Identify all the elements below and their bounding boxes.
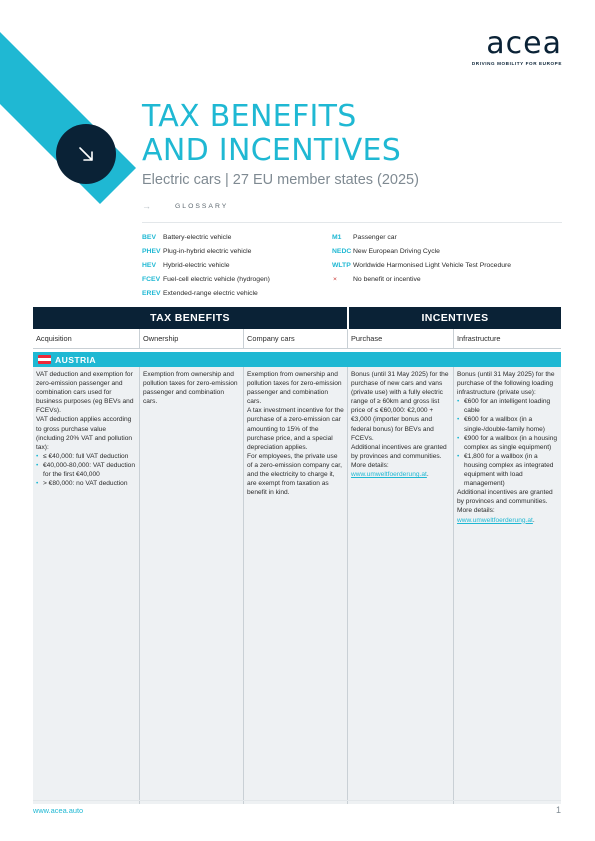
glossary-entry: PHEV Plug-in-hybrid electric vehicle <box>142 248 252 255</box>
glossary-column-right <box>332 231 562 301</box>
purchase-details-link[interactable]: www.umweltfoerderung.at <box>351 471 427 479</box>
country-row-austria <box>33 352 561 367</box>
table-column-headers <box>33 329 561 349</box>
incentives-table <box>33 307 561 804</box>
column-header-purchase: Purchase <box>347 329 453 348</box>
group-header-tax-benefits: TAX BENEFITS <box>33 307 347 329</box>
cell-purchase: Bonus (until 31 May 2025) for the purchase of new cars and vans (private use) with a fully electric range of ≥ 60km and gross list price of ≤ €60,000: €2,000 + €3,000 (importer bonus and federal bonus) for BEVs and FCEVs. Additional incentives are granted by provinces and communities. More details: www.umweltfoerderung.at. <box>347 367 453 804</box>
acquisition-bullets <box>36 452 136 488</box>
austria-flag-icon <box>38 355 51 364</box>
list-item: • €600 for a wallbox (in a single-/double-family home) <box>457 415 558 433</box>
cell-ownership: Exemption from ownership and pollution taxes for zero-emission passenger and combination cars. <box>139 367 243 804</box>
glossary-entry: BEV Battery-electric vehicle <box>142 234 232 241</box>
glossary <box>142 200 562 301</box>
list-item: • €600 for an intelligent loading cable <box>457 397 558 415</box>
column-header-infrastructure: Infrastructure <box>453 329 561 348</box>
arrow-right-icon: → <box>142 201 151 211</box>
table-row <box>33 367 561 804</box>
column-header-ownership: Ownership <box>139 329 243 348</box>
logo-wordmark: acea <box>486 26 562 61</box>
glossary-entry: WLTP Worldwide Harmonised Light Vehicle Test Procedure <box>332 262 512 269</box>
footer-website-link[interactable]: www.acea.auto <box>33 806 84 815</box>
glossary-entry: EREV Extended-range electric vehicle <box>142 290 258 297</box>
footer-divider <box>33 800 561 801</box>
list-item: • €900 for a wallbox (in a housing complex as single equipment) <box>457 434 558 452</box>
glossary-title: GLOSSARY <box>175 202 229 210</box>
country-name: AUSTRIA <box>55 354 96 365</box>
acea-logo <box>471 26 562 66</box>
page-subtitle: Electric cars | 27 EU member states (2025) <box>142 172 419 188</box>
column-header-company-cars: Company cars <box>243 329 347 348</box>
page-title <box>142 100 562 168</box>
list-item: • > €80,000: no VAT deduction <box>36 479 136 488</box>
cell-acquisition: VAT deduction and exemption for zero-emission passenger and combination cars used for business purposes (eg BEVs and FCEVs). VAT deduction applies according to gross purchase value (including 20% VAT and pollution tax): • ≤ €40,000: full VAT deduction • €40,000-80,000: VAT deduction for the first €40,000 • > €80,000: no VAT deduction <box>33 367 139 804</box>
list-item: • €1,800 for a wallbox (in a housing complex as integrated equipment with load management) <box>457 452 558 488</box>
glossary-header <box>142 200 562 223</box>
infrastructure-details-link[interactable]: www.umweltfoerderung.at <box>457 516 533 524</box>
title-line-2: AND INCENTIVES <box>142 133 402 168</box>
glossary-entry: M1 Passenger car <box>332 234 397 241</box>
infrastructure-bullets <box>457 397 558 488</box>
group-header-incentives: INCENTIVES <box>349 307 561 329</box>
title-block <box>142 100 562 188</box>
title-line-1: TAX BENEFITS <box>142 99 357 134</box>
table-group-header <box>33 307 561 329</box>
glossary-column-left <box>142 231 332 301</box>
arrow-down-right-icon <box>56 124 116 184</box>
glossary-entry: NEDC New European Driving Cycle <box>332 248 440 255</box>
logo-tagline: DRIVING MOBILITY FOR EUROPE <box>471 61 562 66</box>
cell-infrastructure: Bonus (until 31 May 2025) for the purchase of the following loading infrastructure (private use): • €600 for an intelligent loading cable • €600 for a wallbox (in a single-/double-family home) • €900 for a wallbox (in a housing complex as single equipment) • €1,800 for a wallbox (in a housing complex as integrated equipment with load management) Additional incentives are granted by provinces and communities. More details: www.umweltfoerderung.at. <box>453 367 561 804</box>
glossary-entry: × No benefit or incentive <box>332 273 562 287</box>
column-header-acquisition: Acquisition <box>36 334 72 343</box>
cross-icon: × <box>333 276 337 283</box>
page-number: 1 <box>555 805 561 815</box>
glossary-entry: FCEV Fuel-cell electric vehicle (hydrogen) <box>142 276 270 283</box>
list-item: • ≤ €40,000: full VAT deduction <box>36 452 136 461</box>
cell-company-cars: Exemption from ownership and pollution taxes for zero-emission passenger and combination cars. A tax investment incentive for the purchase of a zero-emission car amounting to 15% of the purchase price, and a special depreciation applies. For employees, the private use of a zero-emission company car, and the electricity to charge it, are exempt from taxation as benefit in kind. <box>243 367 347 804</box>
glossary-entry: HEV Hybrid-electric vehicle <box>142 262 230 269</box>
list-item: • €40,000-80,000: VAT deduction for the first €40,000 <box>36 461 136 479</box>
